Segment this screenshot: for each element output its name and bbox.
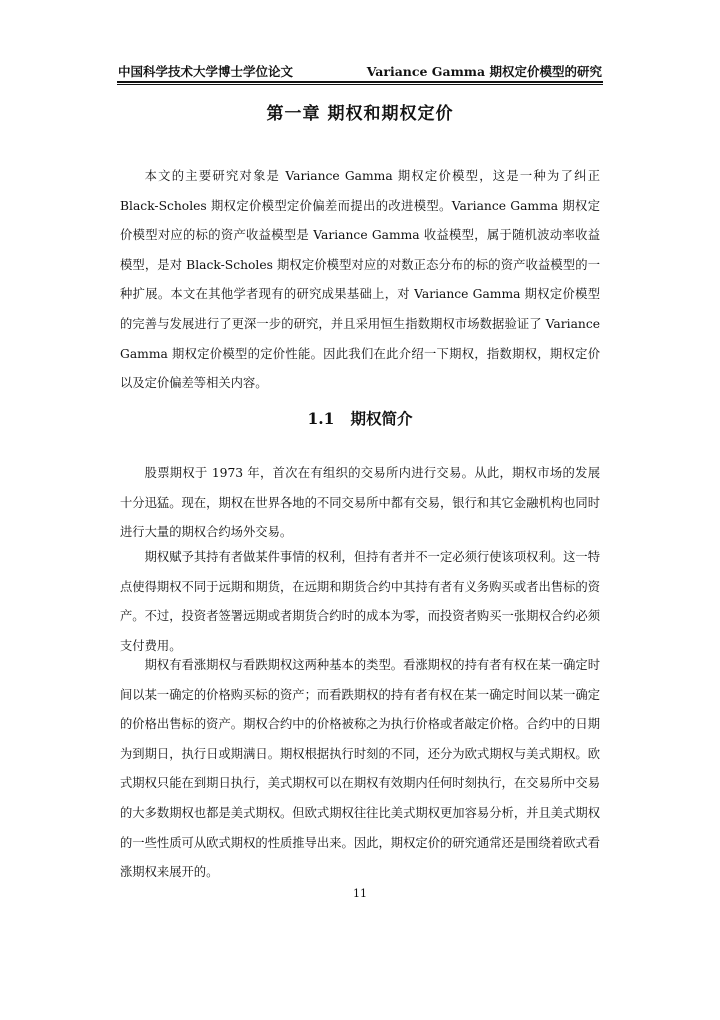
section-number: 1.1 bbox=[307, 409, 335, 428]
running-header bbox=[118, 58, 602, 80]
page-number: 11 bbox=[353, 887, 367, 900]
header-rule-thick bbox=[117, 81, 603, 83]
header-rule-thin bbox=[117, 84, 603, 85]
intro-paragraph: 本文的主要研究对象是 Variance Gamma 期权定价模型，这是一种为了纠正 Black-Scholes 期权定价模型定价偏差而提出的改进模型。Variance Gamma 期权定价模型对应的标的资产收益模型是 Variance Gamma 收益模型，属于随机波动率收益模型，是对 Black-Scholes 期权定价模型对应的对数正态分布的标的资产收益模型的一种扩展。本文在其他学者现有的研究成果基础上，对 Variance Gamma 期权定价模型的完善与发展进行了更深一步的研究，并且采用恒生指数期权市场数据验证了 Variance Gamma 期权定价模型的定价性能。因此我们在此介绍一下期权，指数期权，期权定价以及定价偏差等相关内容。 bbox=[120, 169, 600, 391]
chapter-title: 第一章 期权和期权定价 bbox=[266, 104, 454, 124]
body-paragraph-3: 期权有看涨期权与看跌期权这两种基本的类型。看涨期权的持有者有权在某一确定时间以某一确定的价格购买标的资产；而看跌期权的持有者有权在某一确定时间以某一确定的价格出售标的资产。期权合约中的价格被称之为执行价格或者敲定价格。合约中的日期为到期日，执行日或期满日。期权根据执行时刻的不同，还分为欧式期权与美式期权。欧式期权只能在到期日执行，美式期权可以在期权有效期内任何时刻执行，在交易所中交易的大多数期权也都是美式期权。但欧式期权往往比美式期权更加容易分析，并且美式期权的一些性质可从欧式期权的性质推导出来。因此，期权定价的研究通常还是围绕着欧式看涨期权来展开的。 bbox=[120, 658, 600, 880]
section-title: 期权简介 bbox=[350, 409, 413, 428]
body-paragraph-2: 期权赋予其持有者做某件事情的权利，但持有者并不一定必须行使该项权利。这一特点使得期权不同于远期和期货，在远期和期货合约中其持有者有义务购买或者出售标的资产。不过，投资者签署远期或者期货合约时的成本为零，而投资者购买一张期权合约必须支付费用。 bbox=[120, 550, 600, 653]
header-right-title: Variance Gamma 期权定价模型的研究 bbox=[366, 64, 602, 79]
section-heading bbox=[0, 407, 720, 429]
header-left-title: 中国科学技术大学博士学位论文 bbox=[118, 64, 294, 79]
body-paragraph-1: 股票期权于 1973 年，首次在有组织的交易所内进行交易。从此，期权市场的发展十分迅猛。现在，期权在世界各地的不同交易所中都有交易，银行和其它金融机构也同时进行大量的期权合约场外交易。 bbox=[120, 466, 600, 540]
